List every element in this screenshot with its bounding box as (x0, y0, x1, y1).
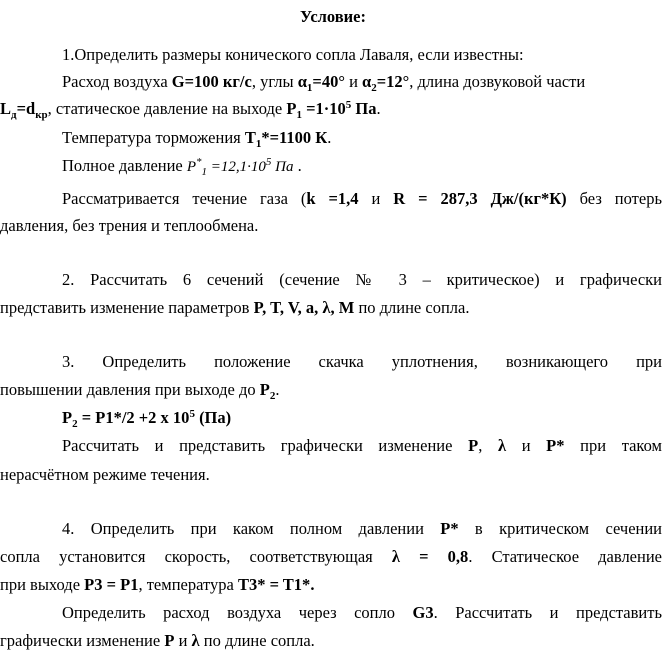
total-pressure-formula: $P^*_1 =12,1\cdot 10^5$ Па (186, 156, 294, 178)
task3-formula: $P_2 = P1*/2 +2$ х $10^5$ (Па) (62, 408, 232, 430)
task1-line3: $L_д=d_{кр}$, статическое давление на выходе $P_1 =1\cdot 10^5$ Па. (0, 99, 381, 121)
task3-line5: нерасчётном режиме течения. (0, 465, 210, 484)
task1-line4: Температура торможения $T_1*=1100$ К. (62, 128, 332, 150)
task4-line3: при выходе P3 = P1, температура T3* = T1*. (0, 575, 315, 594)
task3-line2: повышении давления при выходе до $P_2$. (0, 380, 280, 402)
task1-line5: Полное давление $P^*_1 =12,1\cdot 10^5$ Па . (62, 156, 302, 178)
task4-line2: сопла установится скорость, соответствующая λ = 0,8. Статическое давление (0, 547, 662, 566)
task4-line4: Определить расход воздуха через сопло G3. Рассчитать и представить (62, 603, 662, 622)
task1-line1: 1.Определить размеры конического сопла Лаваля, если известны: (62, 45, 524, 64)
task3-line1: 3. Определить положение скачка уплотнения, возникающего при (62, 352, 662, 371)
task1-line7: давления, без трения и теплообмена. (0, 216, 259, 235)
title: Условие: (300, 7, 366, 26)
task2-line1: 2. Рассчитать 6 сечений (сечение № 3 – критическое) и графически (62, 270, 662, 289)
task2-line2: представить изменение параметров P, T, V, a, λ, M по длине сопла. (0, 298, 470, 317)
task1-line2: Расход воздуха G=100 кг/с, углы $\alpha_1=40^\circ$ и $\alpha_2=12^\circ$, длина дозвуковой части (62, 72, 586, 94)
task4-line5: графически изменение P и λ по длине сопла. (0, 631, 315, 650)
task4-line1: 4. Определить при каком полном давлении P* в критическом сечении (62, 519, 663, 538)
task1-line6: Рассматривается течение газа (k =1,4 и R = 287,3 Дж/(кг*К) без потерь (62, 189, 662, 208)
task3-line4: Рассчитать и представить графически изменение P, λ и P* при таком (62, 436, 662, 455)
